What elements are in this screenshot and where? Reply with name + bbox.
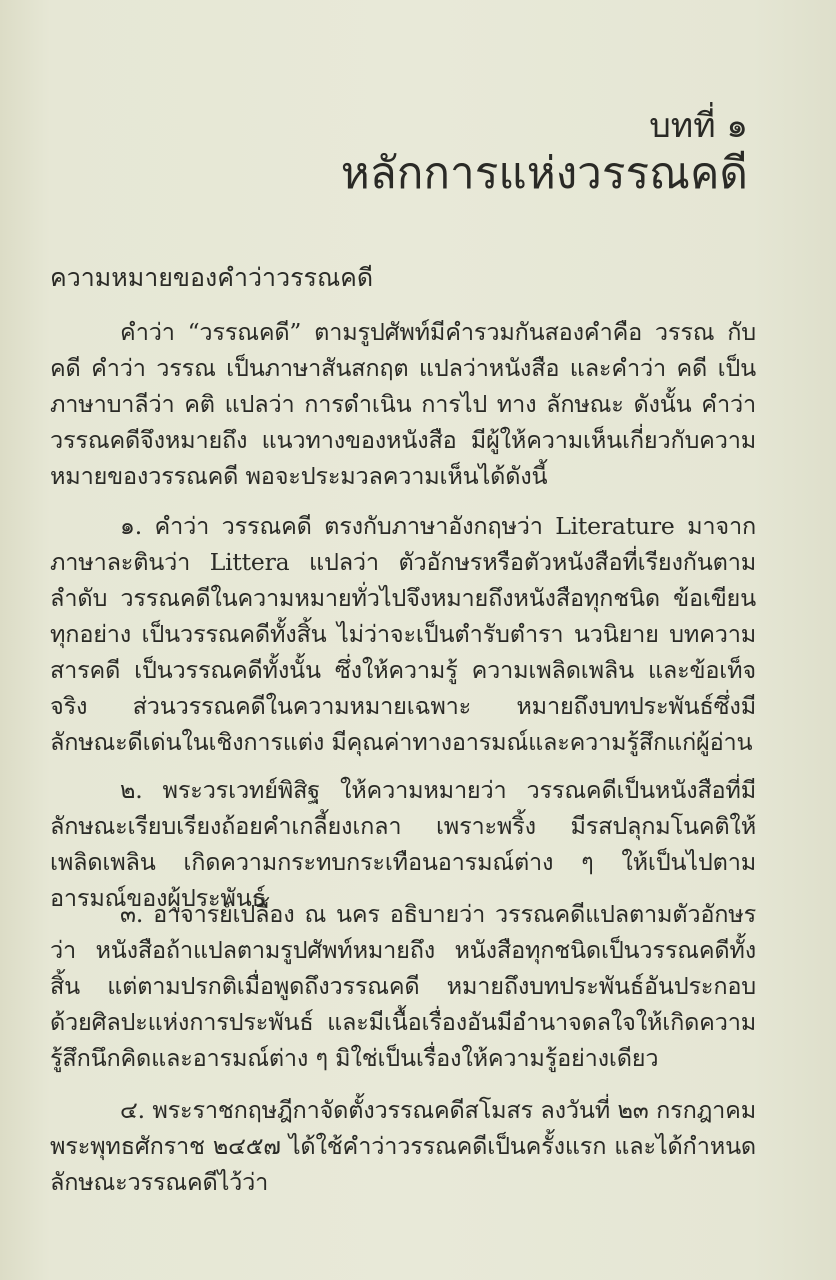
paragraph-definition-1: ๑. คำว่า วรรณคดี ตรงกับภาษาอังกฤษว่า Literature มาจากภาษาละตินว่า Littera แปลว่า ตัวอักษรหรือตัวหนังสือที่เรียงกันตามลำดับ วรรณคดีในความหมายทั่วไปจึงหมายถึงหนังสือทุกชนิด ข้อเขียนทุกอย่าง เป็นวรรณคดีทั้งสิ้น ไม่ว่าจะเป็นตำรับตำรา นวนิยาย บทความ สารคดี เป็นวรรณคดีทั้งนั้น ซึ่งให้ความรู้ ความเพลิดเพลิน และข้อเท็จจริง ส่วนวรรณคดีในความหมายเฉพาะ หมายถึงบทประพันธ์ซึ่งมีลักษณะดีเด่นในเชิงการแต่ง มีคุณค่าทางอารมณ์และความรู้สึกแก่ผู้อ่าน xyxy=(50,512,756,756)
paragraph-definition-4: ๔. พระราชกฤษฎีกาจัดตั้งวรรณคดีสโมสร ลงวันที่ ๒๓ กรกฎาคม พระพุทธศักราช ๒๔๕๗ ได้ใช้คำว่าวรรณคดีเป็นครั้งแรก และได้กำหนดลักษณะวรรณคดีไว้ว่า xyxy=(50,1096,756,1196)
paragraph-intro: คำว่า “วรรณคดี” ตามรูปศัพท์มีคำรวมกันสองคำคือ วรรณ กับ คดี คำว่า วรรณ เป็นภาษาสันสกฤต แปลว่าหนังสือ และคำว่า คดี เป็นภาษาบาลีว่า คติ แปลว่า การดำเนิน การไป ทาง ลักษณะ ดังนั้น คำว่าวรรณคดีจึงหมายถึง แนวทางของหนังสือ มีผู้ให้ความเห็นเกี่ยวกับความหมายของวรรณคดี พอจะประมวลความเห็นได้ดังนี้ xyxy=(50,318,756,490)
chapter-title: หลักการแห่งวรรณคดี xyxy=(340,148,748,199)
section-heading: ความหมายของคำว่าวรรณคดี xyxy=(50,263,374,292)
chapter-number: บทที่ ๑ xyxy=(649,106,748,146)
paragraph-definition-2: ๒. พระวรเวทย์พิสิฐ ให้ความหมายว่า วรรณคดีเป็นหนังสือที่มีลักษณะเรียบเรียงถ้อยคำเกลี้ยงเกลา เพราะพริ้ง มีรสปลุกมโนคติให้เพลิดเพลิน เกิดความกระทบกระเทือนอารมณ์ต่าง ๆ ให้เป็นไปตามอารมณ์ของผู้ประพันธ์ xyxy=(50,776,756,912)
paragraph-definition-3: ๓. อาจารย์เปลื้อง ณ นคร อธิบายว่า วรรณคดีแปลตามตัวอักษรว่า หนังสือถ้าแปลตามรูปศัพท์หมายถึง หนังสือทุกชนิดเป็นวรรณคดีทั้งสิ้น แต่ตามปรกติเมื่อพูดถึงวรรณคดี หมายถึงบทประพันธ์อันประกอบด้วยศิลปะแห่งการประพันธ์ และมีเนื้อเรื่องอันมีอำนาจดลใจให้เกิดความรู้สึกนึกคิดและอารมณ์ต่าง ๆ มิใช่เป็นเรื่องให้ความรู้อย่างเดียว xyxy=(50,900,756,1072)
